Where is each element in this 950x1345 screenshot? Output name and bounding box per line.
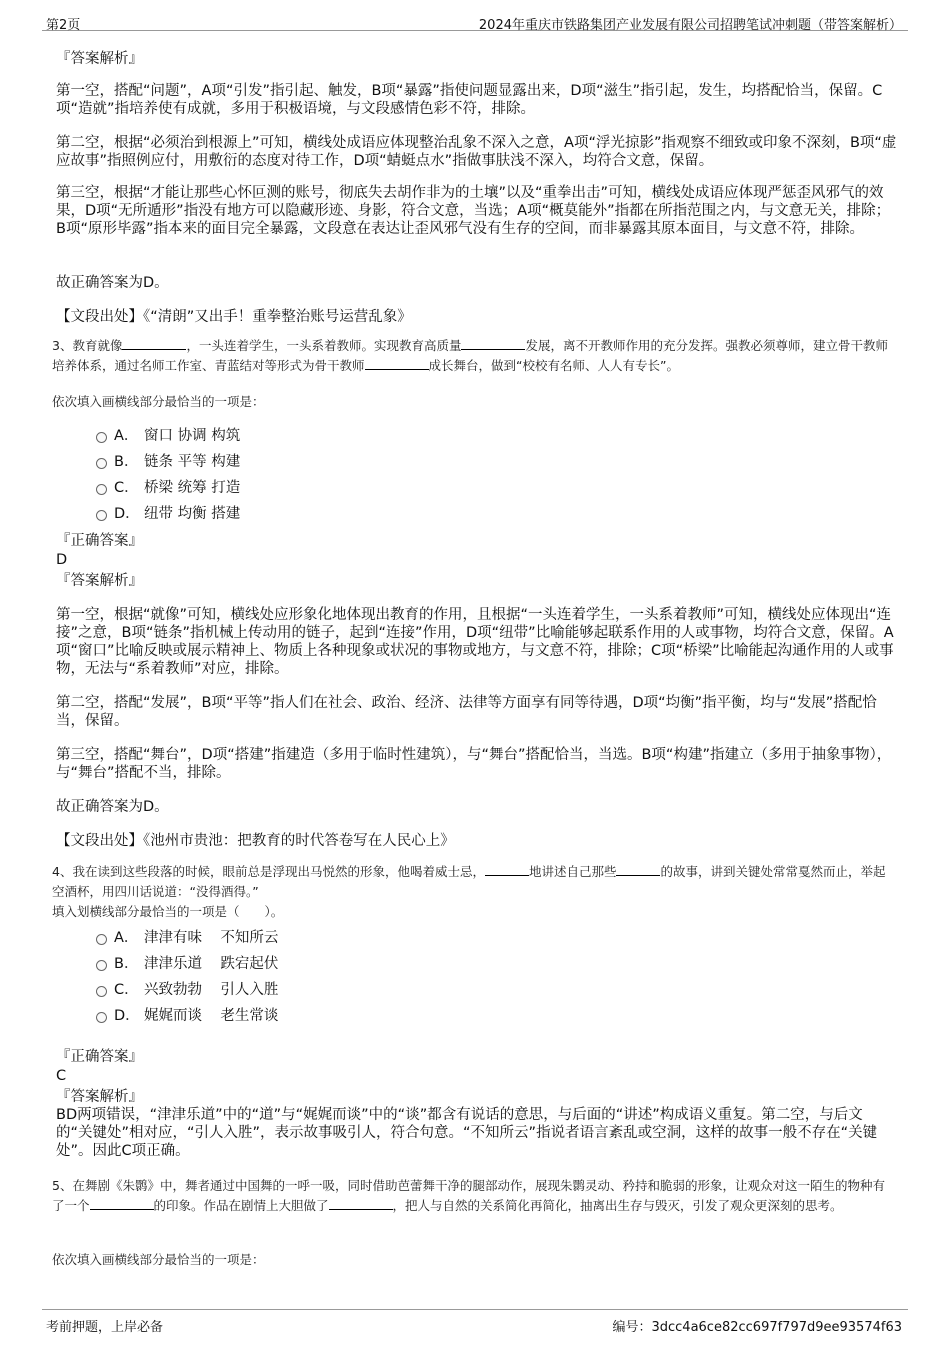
q3-analysis-para1: 第一空，根据“就像”可知，横线处应形象化地体现出教育的作用，且根据“一头连着学生，一头系着教师”可知，横线处应体现出“连接”之意，B项“链条”指机械上传动用的链子，起到“连接”作用，D项“纽带”比喻能够起联系作用的人或事物，均符合文意，保留。A项“窗口”比喻反映或展示精神上、物质上各种现象或状况的事物或地方，与文意不符，排除；C项“桥梁”比喻能起沟通作用的人或事物，无法与“系着教师”对应，排除。: [56, 607, 894, 677]
q4-blank-2: [616, 863, 660, 876]
q3-answer-label: 『正确答案』: [56, 533, 143, 549]
radio-icon[interactable]: [96, 1012, 107, 1023]
q3-analysis-para2: 第二空，搭配“发展”，B项“平等”指人们在社会、政治、经济、法律等方面享有同等待遇，D项“均衡”指平衡，均与“发展”搭配恰当，保留。: [56, 695, 877, 729]
radio-icon[interactable]: [96, 432, 107, 443]
q4-option-c[interactable]: C． 兴致勃勃 引人入胜: [56, 977, 456, 1003]
q4-prompt: 填入划横线部分最恰当的一项是（ ）。: [52, 904, 284, 919]
document-title: 2024年重庆市铁路集团产业发展有限公司招聘笔试冲刺题（带答案解析）: [478, 18, 902, 33]
q5-blank-1: [90, 1197, 154, 1210]
q4-option-b[interactable]: B． 津津乐道 跌宕起伏: [56, 951, 456, 977]
q4-analysis-label: 『答案解析』: [56, 1089, 143, 1105]
q5-prompt: 依次填入画横线部分最恰当的一项是：: [52, 1252, 265, 1267]
q3-answer: D: [56, 552, 68, 568]
radio-icon[interactable]: [96, 510, 107, 521]
document-id: 编号：3dcc4a6ce82cc697f797d9ee93574f63: [612, 1320, 902, 1335]
page-number: 第2页: [46, 18, 81, 33]
q4-option-d[interactable]: D． 娓娓而谈 老生常谈: [56, 1003, 456, 1029]
footer-slogan: 考前押题，上岸必备: [46, 1320, 164, 1335]
q5-stem: 5、在舞剧《朱鹮》中，舞者通过中国舞的一呼一吸，同时借助芭蕾舞干净的腿部动作，展现朱鹮灵动、矜持和脆弱的形象，让观众对这一陌生的物种有了一个 的印象。作品在剧情上大胆做了 ，把人与自然的关系简化再简化，抽离出生存与毁灭，引发了观众更深刻的思考。: [52, 1178, 885, 1213]
q2-analysis-para3: 第三空，根据“才能让那些心怀叵测的账号，彻底失去胡作非为的土壤”以及“重拳出击”可知，横线处成语应体现严惩歪风邪气的效果，D项“无所遁形”指没有地方可以隐藏形迹、身影，符合文意，当选；A项“概莫能外”指都在所指范围之内，与文意无关，排除；B项“原形毕露”指本来的面目完全暴露，文段意在表达让歪风邪气没有生存的空间，而非暴露其原本面目，与文意不符，排除。: [56, 185, 891, 237]
q3-option-a[interactable]: A． 窗口 协调 构筑: [56, 423, 456, 449]
q5-blank-2: [329, 1197, 393, 1210]
q3-source: 【文段出处】《池州市贵池：把教育的时代答卷写在人民心上》: [56, 833, 455, 849]
q3-analysis-para3: 第三空，搭配“舞台”，D项“搭建”指建造（多用于临时性建筑），与“舞台”搭配恰当，当选。B项“构建”指建立（多用于抽象事物），与“舞台”搭配不当，排除。: [56, 747, 892, 781]
page-footer: [42, 1309, 908, 1336]
q3-blank-3: [365, 357, 429, 370]
q2-analysis-para2: 第二空，根据“必须治到根源上”可知，横线处成语应体现整治乱象不深入之意，A项“浮光掠影”指观察不细致或印象不深刻，B项“虚应故事”指照例应付，用敷衍的态度对待工作，D项“蜻蜓点水”指做事肤浅不深入，均符合文意，保留。: [56, 135, 897, 169]
q4-answer: C: [56, 1068, 67, 1084]
q3-blank-2: [461, 337, 525, 350]
q3-analysis-label: 『答案解析』: [56, 573, 143, 589]
q2-analysis-para1: 第一空，搭配“问题”，A项“引发”指引起、触发，B项“暴露”指使问题显露出来，D项“滋生”指引起，发生，均搭配恰当，保留。C项“造就”指培养使有成就，多用于积极语境，与文段感情色彩不符，排除。: [56, 83, 883, 117]
q3-stem: 3、教育就像 ，一头连着学生，一头系着教师。实现教育高质量 发展，离不开教师作用的充分发挥。强教必须尊师，建立骨干教师培养体系，通过名师工作室、青蓝结对等形式为骨干教师 成长舞台，做到“校校有名师、人人有专长”。: [52, 338, 888, 373]
q2-conclusion: 故正确答案为D。: [56, 275, 169, 291]
q2-analysis-label: 『答案解析』: [56, 51, 143, 67]
radio-icon[interactable]: [96, 484, 107, 495]
q3-option-c[interactable]: C． 桥梁 统筹 打造: [56, 475, 456, 501]
radio-icon[interactable]: [96, 934, 107, 945]
q4-option-a[interactable]: A． 津津有味 不知所云: [56, 925, 456, 951]
page-header: [42, 8, 908, 31]
q4-stem: 4、我在读到这些段落的时候，眼前总是浮现出马悦然的形象，他喝着威士忌， 地讲述自己那些 的故事，讲到关键处常常戛然而止，举起空酒杯，用四川话说道：“没得酒得。”: [52, 864, 886, 899]
q2-source: 【文段出处】《“清朗”又出手！重拳整治账号运营乱象》: [56, 309, 412, 325]
q3-option-b[interactable]: B． 链条 平等 构建: [56, 449, 456, 475]
radio-icon[interactable]: [96, 986, 107, 997]
radio-icon[interactable]: [96, 960, 107, 971]
q4-analysis: BD两项错误，“津津乐道”中的“道”与“娓娓而谈”中的“谈”都含有说话的意思，与后面的“讲述”构成语义重复。第二空，与后文的“关键处”相对应，“引人入胜”，表示故事吸引人，符合句意。“不知所云”指说者语言紊乱或空洞，这样的故事一般不存在“关键处”。因此C项正确。: [56, 1107, 878, 1159]
q3-conclusion: 故正确答案为D。: [56, 799, 169, 815]
q4-answer-label: 『正确答案』: [56, 1049, 143, 1065]
q3-blank-1: [122, 337, 186, 350]
q4-blank-1: [485, 863, 529, 876]
q3-prompt: 依次填入画横线部分最恰当的一项是：: [52, 394, 265, 409]
q3-option-d[interactable]: D． 纽带 均衡 搭建: [56, 501, 456, 527]
radio-icon[interactable]: [96, 458, 107, 469]
q4-options: [56, 925, 456, 1029]
q3-options: [56, 423, 456, 527]
